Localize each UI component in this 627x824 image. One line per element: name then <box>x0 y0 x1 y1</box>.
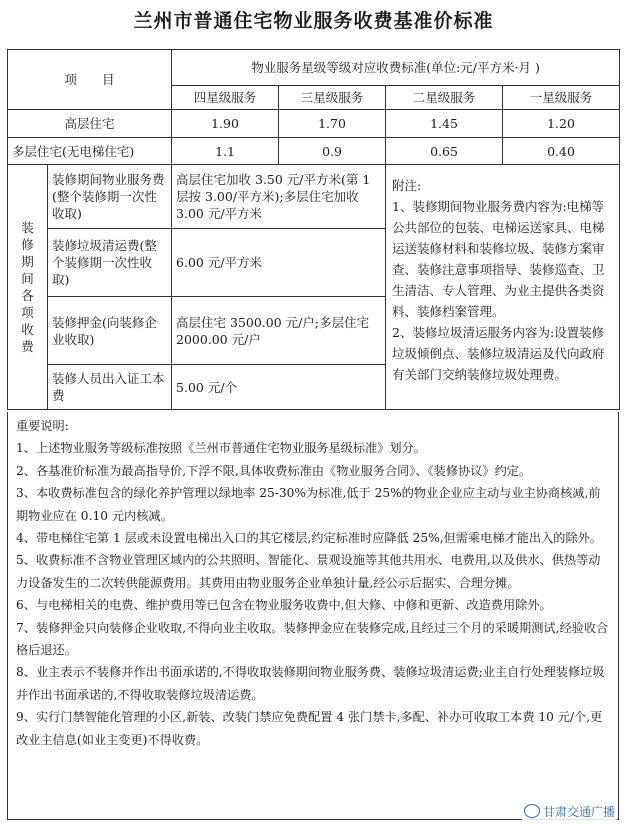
appendix <box>386 165 620 410</box>
fee-value: 0.40 <box>503 138 620 165</box>
appendix-item: 2、装修垃圾清运服务内容为:设置装修垃圾倾倒点、装修垃圾清运及代向政府有关部门交纳装修垃圾处理费。 <box>392 325 605 382</box>
note-item: 3、本收费标准包含的绿化养护管理以绿地率 25-30%为标准,低于 25%的物业企业应主动与业主协商核减,前期物业应在 0.10 元内核减。 <box>16 486 601 523</box>
notes-title: 重要说明: <box>16 419 69 433</box>
note-item: 6、与电梯相关的电费、维护费用等已包含在物业服务收费中,但大修、中修和更新、改造费用除外。 <box>16 598 552 613</box>
decoration-label-text: 装修期间各项收费 <box>21 220 34 354</box>
note-item: 5、收费标准不含物业管理区域内的公共照明、智能化、景观设施等其他共用水、电费用,以及供水、供热等动力设备发生的二次转供能源费用。其费用由物业服务企业单独计量,经公示后据实、合理分摊。 <box>16 553 601 590</box>
fee-value: 1.1 <box>172 138 279 165</box>
table-row <box>8 138 620 165</box>
group-header: 物业服务星级等级对应收费标准(单位:元/平方米·月 ) <box>172 50 620 86</box>
note-item: 9、实行门禁智能化管理的小区,新装、改装门禁应免费配置 4 张门禁卡,多配、补办可收取工本费 10 元/个,更改业主信息(如业主变更)不得收费。 <box>16 710 603 747</box>
fee-table <box>7 49 620 410</box>
note-item: 2、各基准价标准为最高指导价,下浮不限,具体收费标准由《物业服务合同》、《装修协议》约定。 <box>16 463 532 478</box>
level-header: 二星级服务 <box>386 86 503 110</box>
fee-value: 0.65 <box>386 138 503 165</box>
decoration-value: 5.00 元/个 <box>172 365 386 410</box>
important-notes <box>7 412 619 820</box>
decoration-value: 高层住宅加收 3.50 元/平方米(第 1 层按 3.00/平方米);多层住宅加收 3.00 元/平方米 <box>172 165 386 229</box>
decoration-label <box>8 165 48 410</box>
watermark-text: 甘肃交通广播 <box>542 805 615 819</box>
decoration-value: 6.00 元/平方米 <box>172 229 386 297</box>
fee-value: 0.9 <box>279 138 386 165</box>
decoration-item: 装修押金(向装修企业收取) <box>48 297 172 365</box>
decoration-value: 高层住宅 3500.00 元/户;多层住宅 2000.00 元/户 <box>172 297 386 365</box>
level-header: 三星级服务 <box>279 86 386 110</box>
fee-value: 1.20 <box>503 110 620 138</box>
decoration-item: 装修期间物业服务费(整个装修期一次性收取) <box>48 165 172 229</box>
note-item: 1、上述物业服务等级标准按照《兰州市普通住宅物业服务星级标准》划分。 <box>16 441 426 456</box>
note-item: 4、带电梯住宅第 1 层或未设置电梯出入口的其它楼层,约定标准时应降低 25%,但需乘电梯才能出入的除外。 <box>16 531 603 546</box>
fee-value: 1.90 <box>172 110 279 138</box>
item-header: 项 目 <box>8 50 172 110</box>
fee-value: 1.45 <box>386 110 503 138</box>
watermark <box>522 803 617 820</box>
fee-value: 1.70 <box>279 110 386 138</box>
wechat-icon <box>524 804 540 818</box>
note-item: 8、业主表示不装修并作出书面承诺的,不得收取装修期间物业服务费、装修垃圾清运费;业主自行处理装修垃圾并作出书面承诺的,不得收取装修垃圾清运费。 <box>16 665 605 702</box>
table-row <box>8 110 620 138</box>
row-label: 多层住宅(无电梯住宅) <box>8 138 172 165</box>
note-item: 7、装修押金只向装修企业收取,不得向业主收取。装修押金应在装修完成,且经过三个月的采暖期测试,经验收合格后退还。 <box>16 620 609 658</box>
page-title: 兰州市普通住宅物业服务收费基准价标准 <box>133 10 494 32</box>
level-header: 一星级服务 <box>503 86 620 110</box>
decoration-item: 装修垃圾清运费(整个装修期一次性收取) <box>48 229 172 297</box>
table-row <box>8 165 620 229</box>
level-header: 四星级服务 <box>172 86 279 110</box>
appendix-item: 1、装修期间物业服务费内容为:电梯等公共部位的包装、电梯运送家具、电梯运送装修材料和装修垃圾、装修方案审查、装修注意事项指导、装修巡查、卫生清洁、专人管理、为业主提供各类资料、装修档案管理。 <box>392 199 605 319</box>
appendix-title: 附注: <box>392 178 422 193</box>
row-label: 高层住宅 <box>8 110 172 138</box>
decoration-item: 装修人员出入证工本费 <box>48 365 172 410</box>
